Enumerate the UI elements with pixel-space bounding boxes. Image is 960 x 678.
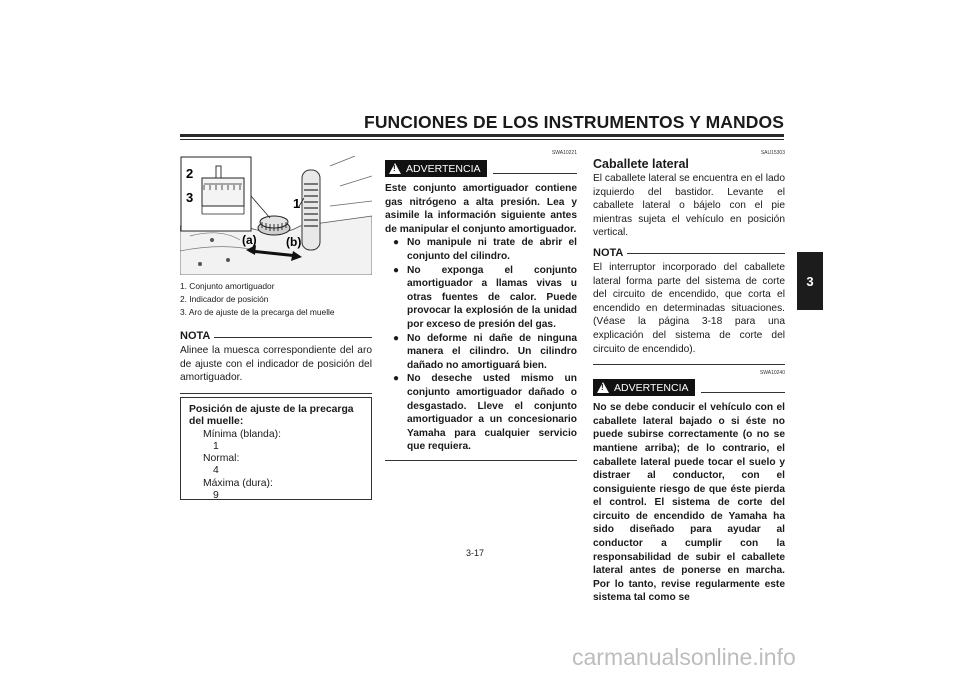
chapter-tab: 3 bbox=[797, 252, 823, 310]
box-heading: Posición de ajuste de la precarga del muelle: bbox=[189, 404, 354, 428]
caption-item: 1. Conjunto amortiguador bbox=[180, 281, 275, 291]
warning-intro: Este conjunto amortiguador contiene gas nitrógeno a alta presión. Lea y asimile la información siguiente antes de manipular el conjunto amortiguador. bbox=[385, 183, 577, 235]
figure-label-2: 2 bbox=[186, 166, 194, 181]
nota-heading: NOTA bbox=[180, 330, 372, 342]
header-rule bbox=[180, 134, 784, 137]
figure-label-b: (b) bbox=[286, 235, 302, 249]
bullet-icon: ● bbox=[393, 264, 400, 276]
page-title: FUNCIONES DE LOS INSTRUMENTOS Y MANDOS bbox=[364, 112, 784, 132]
caption-item: 3. Aro de ajuste de la precarga del muelle bbox=[180, 307, 335, 317]
nota-heading: NOTA bbox=[593, 247, 785, 259]
watermark: carmanualsonline.info bbox=[572, 644, 796, 670]
ref-code: SWA10240 bbox=[759, 370, 785, 377]
warning-badge: ! ADVERTENCIA bbox=[385, 160, 487, 177]
nota-section-col1 bbox=[180, 330, 372, 394]
warning-badge: ! ADVERTENCIA bbox=[593, 379, 695, 396]
box-min-value: 1 bbox=[213, 440, 219, 452]
box-max-label: Máxima (dura): bbox=[203, 477, 273, 489]
list-item: ● No deseche usted mismo un conjunto amortiguador dañado o desgastado. Lleve el conjunto amortiguador a un concesionario Yamaha para cualquier servicio que requiera. bbox=[393, 373, 577, 453]
sidestand-section bbox=[593, 150, 785, 605]
warning-section-col2 bbox=[385, 150, 577, 461]
box-min-label: Mínima (blanda): bbox=[203, 428, 281, 440]
nota-text: El interruptor incorporado del caballete lateral forma parte del sistema de corte del circuito de encendido, que corta el encendido en determinadas situaciones. (Véase la página 3-18 para una explicación del sistema de corte del circuito de encendido). bbox=[593, 261, 785, 355]
box-normal-value: 4 bbox=[213, 465, 219, 477]
page-number: 3-17 bbox=[466, 548, 485, 558]
preload-settings-box bbox=[180, 397, 372, 500]
caption-item: 2. Indicador de posición bbox=[180, 294, 269, 304]
list-item: ● No exponga el conjunto amortiguador a llamas vivas u otras fuentes de calor. Puede provocar la explosión de la unidad por exceso de presión del gas. bbox=[393, 264, 577, 330]
nota-text: Alinee la muesca correspondiente del aro de ajuste con el indicador de posición del amortiguador. bbox=[180, 345, 372, 384]
ref-code: SWA10221 bbox=[551, 150, 577, 156]
warning-text: No se debe conducir el vehículo con el caballete lateral bajado o si éste no puede subirse correctamente (o no se mantiene arriba); de lo contrario, el caballete lateral puede tocar el suelo y distraer al conductor, con el consiguiente riesgo de que éste pierda el control. El sistema de corte del circuito de encendido de Yamaha ha sido diseñado para ayudar al conductor a cumplir con la responsabilidad de subir el caballete lateral antes de ponerse en marcha. Por lo tanto, revise regularmente este sistema tal como se bbox=[593, 402, 785, 604]
section-heading: Caballete lateral bbox=[593, 157, 689, 171]
figure-label-a: (a) bbox=[242, 233, 257, 247]
bullet-icon: ● bbox=[393, 373, 400, 385]
box-normal-label: Normal: bbox=[203, 453, 240, 465]
bullet-icon: ● bbox=[393, 332, 400, 344]
figure-captions bbox=[180, 280, 375, 319]
ref-code: SAU15303 bbox=[760, 150, 785, 156]
shock-absorber-illustration bbox=[180, 156, 372, 275]
list-item: ● No manipule ni trate de abrir el conjunto del cilindro. bbox=[393, 237, 577, 262]
list-item: ● No deforme ni dañe de ninguna manera el cilindro. Un cilindro dañado no amortiguará bien. bbox=[393, 332, 577, 371]
header-rule-thin bbox=[180, 139, 784, 140]
bullet-icon: ● bbox=[393, 237, 400, 249]
warning-triangle-icon bbox=[597, 382, 609, 393]
section-paragraph: El caballete lateral se encuentra en el lado izquierdo del bastidor. Levante el caballete lateral o bájelo con el pie mientras sujeta el vehículo en posición vertical. bbox=[593, 173, 785, 239]
figure-label-3: 3 bbox=[186, 190, 194, 205]
box-max-value: 9 bbox=[213, 490, 219, 502]
figure-label-1: 1 bbox=[293, 196, 301, 211]
warning-triangle-icon bbox=[389, 163, 401, 174]
